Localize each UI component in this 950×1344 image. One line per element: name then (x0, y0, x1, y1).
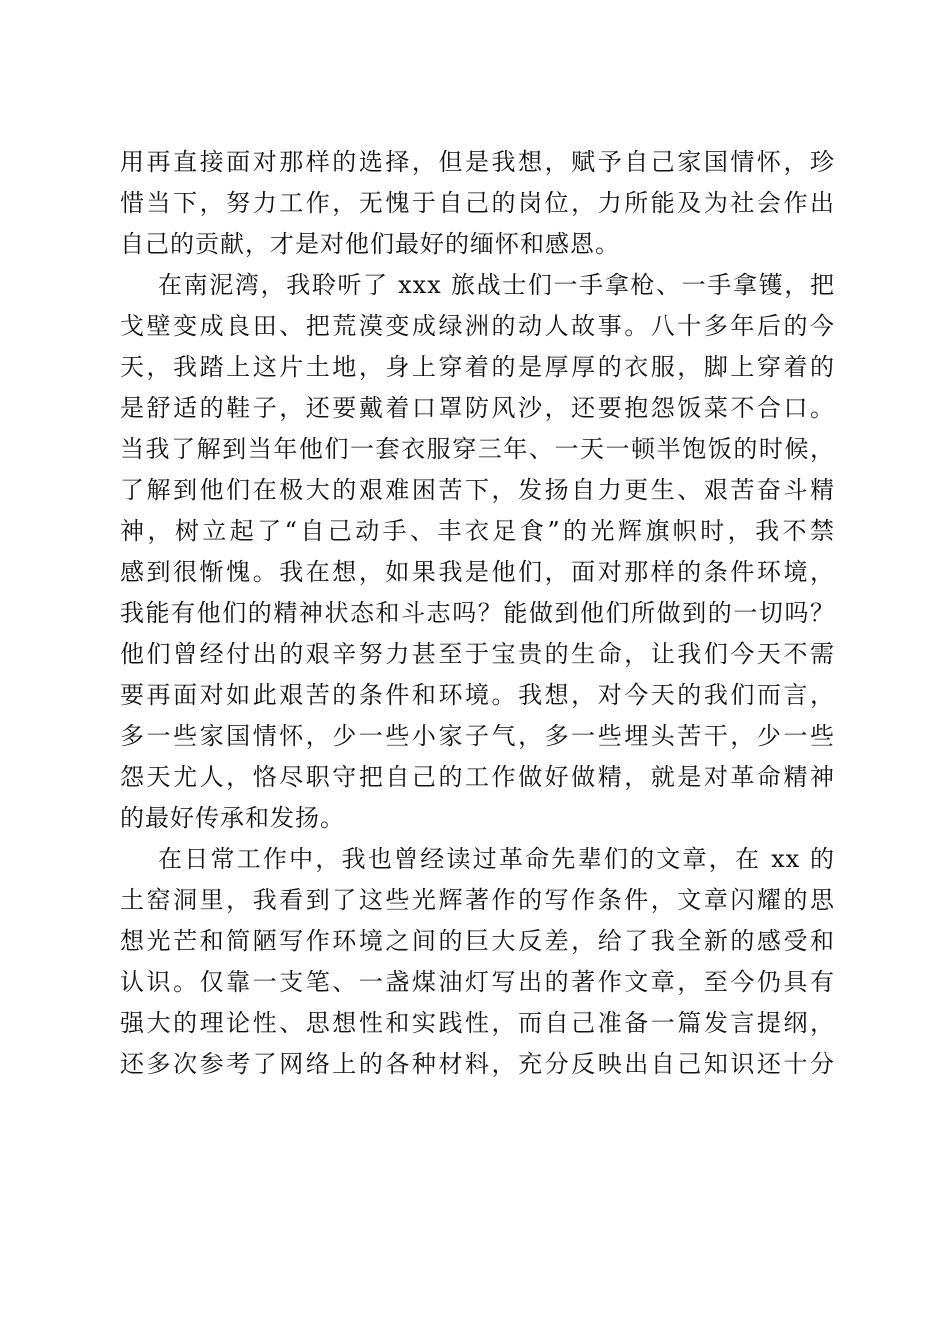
text-line: 惜当下，努力工作，无愧于自己的岗位，力所能及为社会作出 (120, 189, 835, 217)
text-line: 怨天尤人，恪尽职守把自己的工作做好做精，就是对革命精神 (120, 763, 835, 791)
text-line: 在日常工作中，我也曾经读过革命先辈们的文章，在 xx 的 (158, 845, 835, 873)
text-line: 强大的理论性、思想性和实践性，而自己准备一篇发言提纲， (120, 1009, 835, 1037)
text-line: 在南泥湾，我聆听了 xxx 旅战士们一手拿枪、一手拿镬，把 (158, 271, 835, 299)
text-line: 用再直接面对那样的选择，但是我想，赋予自己家国情怀，珍 (120, 148, 835, 176)
text-line: 认识。仅靠一支笔、一盏煤油灯写出的著作文章，至今仍具有 (120, 968, 835, 996)
text-line: 多一些家国情怀，少一些小家子气，多一些埋头苦干，少一些 (120, 722, 835, 750)
text-line: 土窑洞里，我看到了这些光辉著作的写作条件，文章闪耀的思 (120, 886, 835, 914)
text-line: 他们曾经付出的艰辛努力甚至于宝贵的生命，让我们今天不需 (120, 640, 835, 668)
text-line: 要再面对如此艰苦的条件和环境。我想，对今天的我们而言， (120, 681, 835, 709)
text-line: 天，我踏上这片土地，身上穿着的是厚厚的衣服，脚上穿着的 (120, 353, 835, 381)
text-line: 了解到他们在极大的艰难困苦下，发扬自力更生、艰苦奋斗精 (120, 476, 835, 504)
text-line: 感到很惭愧。我在想，如果我是他们，面对那样的条件环境， (120, 558, 835, 586)
text-line: 当我了解到当年他们一套衣服穿三年、一天一顿半饱饭的时候， (120, 435, 835, 463)
text-line: 神，树立起了“自己动手、丰衣足食”的光辉旗帜时，我不禁 (120, 517, 835, 545)
text-line: 是舒适的鞋子，还要戴着口罩防风沙，还要抱怨饭菜不合口。 (120, 394, 835, 422)
text-line: 的最好传承和发扬。 (120, 804, 345, 832)
text-line: 想光芒和简陋写作环境之间的巨大反差，给了我全新的感受和 (120, 927, 835, 955)
document-body (120, 142, 835, 1085)
text-line: 我能有他们的精神状态和斗志吗？能做到他们所做到的一切吗？ (120, 599, 835, 627)
text-line: 戈壁变成良田、把荒漠变成绿洲的动人故事。八十多年后的今 (120, 312, 835, 340)
text-line: 自己的贡献，才是对他们最好的缅怀和感恩。 (120, 230, 620, 258)
text-line: 还多次参考了网络上的各种材料，充分反映出自己知识还十分 (120, 1050, 835, 1078)
